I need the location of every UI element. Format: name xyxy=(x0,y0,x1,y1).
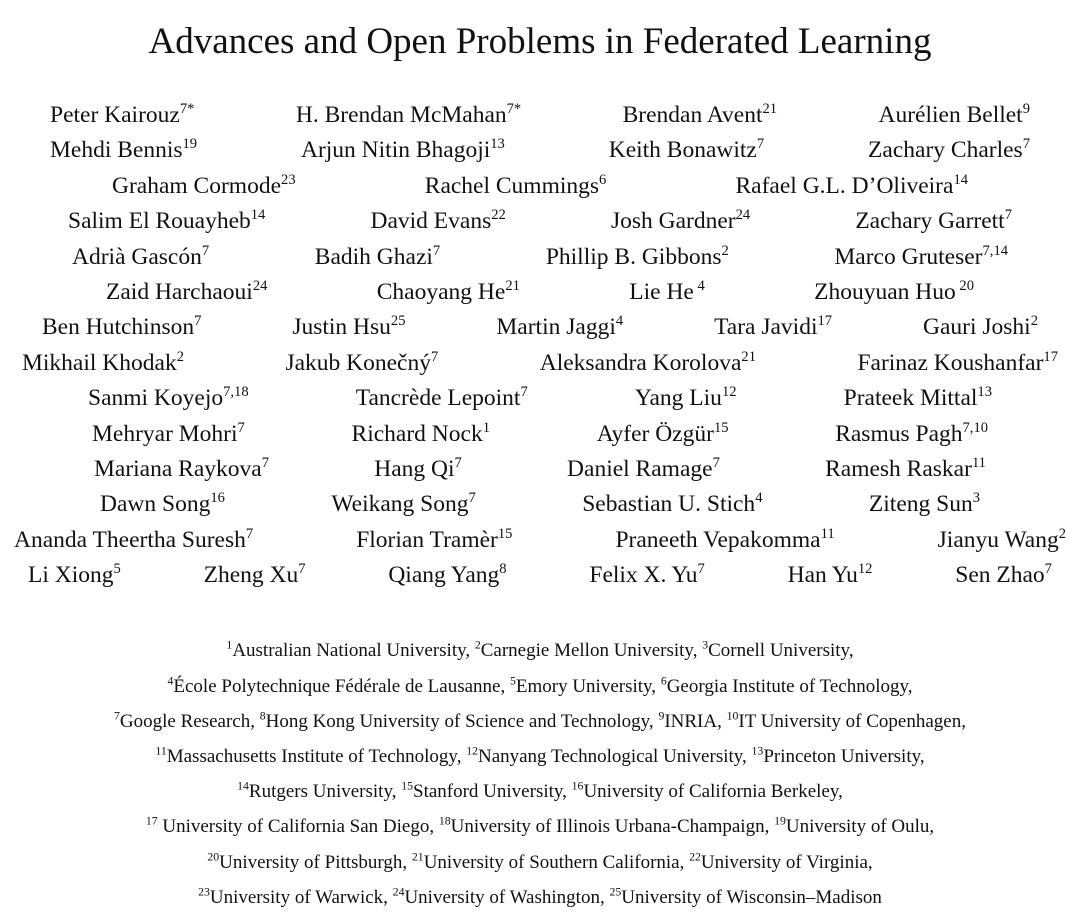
affiliation-number: 19 xyxy=(774,815,786,829)
author-affiliation-marker: 17 xyxy=(817,313,833,330)
affiliation-name: Princeton University, xyxy=(763,746,925,768)
author-name: Justin Hsu xyxy=(292,314,391,341)
author xyxy=(857,346,1058,381)
author xyxy=(589,558,704,593)
affiliation-number: 3 xyxy=(702,639,709,653)
author-name: Sanmi Koyejo xyxy=(88,385,224,412)
author-name: Zachary Charles xyxy=(868,137,1023,164)
affiliation-name: INRIA, xyxy=(664,710,727,732)
author-affiliation-marker: 11 xyxy=(971,454,986,471)
author xyxy=(955,558,1052,593)
author-affiliation-marker: 4 xyxy=(755,490,763,507)
paper-title: Advances and Open Problems in Federated Learning xyxy=(148,21,932,62)
author-affiliation-marker: 15 xyxy=(497,525,513,542)
author xyxy=(50,98,194,133)
author xyxy=(285,346,438,381)
author-name: Ziteng Sun xyxy=(868,491,973,518)
author xyxy=(546,240,729,275)
author-affiliation-marker: 20 xyxy=(955,277,974,294)
author-affiliation-marker: 7 xyxy=(261,454,269,471)
author-affiliation-marker: 15 xyxy=(713,419,729,436)
affiliation-number: 24 xyxy=(392,885,405,899)
author xyxy=(611,204,750,239)
affiliation-number: 16 xyxy=(571,779,584,793)
affiliation-line xyxy=(0,633,1080,668)
author-name: Aleksandra Korolova xyxy=(539,349,742,376)
affiliation-name: Hong Kong University of Science and Technology, xyxy=(265,710,659,732)
author xyxy=(869,487,980,522)
affiliation-name: Australian National University, xyxy=(232,640,475,662)
author-affiliation-marker: 7 xyxy=(756,136,765,153)
author-name: Yang Liu xyxy=(634,385,722,412)
author-affiliation-marker: 7 xyxy=(520,384,528,401)
author-affiliation-marker: 7 xyxy=(431,348,439,365)
author-affiliation-marker: 7 xyxy=(237,419,245,436)
author-name: Dawn Song xyxy=(100,491,211,518)
author-row xyxy=(0,169,1080,204)
author xyxy=(615,523,834,558)
author xyxy=(352,417,490,452)
author-affiliation-marker: 7* xyxy=(179,100,195,117)
author-affiliation-marker: 7,14 xyxy=(982,242,1008,259)
author xyxy=(609,133,764,168)
author-row xyxy=(0,240,1080,275)
author-row xyxy=(0,310,1080,345)
affiliation-name: University of California San Diego, xyxy=(157,816,439,838)
author-affiliation-marker: 2 xyxy=(1058,525,1066,542)
affiliation-name: University of Pittsburgh, xyxy=(219,851,412,873)
author-name: H. Brendan McMahan xyxy=(295,102,507,128)
author xyxy=(94,452,269,487)
author-name: Gauri Joshi xyxy=(923,314,1031,341)
affiliation-name: Georgia Institute of Technology, xyxy=(666,675,913,697)
affiliation-number: 8 xyxy=(259,709,266,723)
author-name: Josh Gardner xyxy=(610,208,736,235)
author xyxy=(112,169,296,204)
affiliation-number: 12 xyxy=(466,744,478,758)
author-affiliation-marker: 24 xyxy=(735,207,751,224)
author-name: Badih Ghazi xyxy=(314,243,433,270)
author-affiliation-marker: 11 xyxy=(820,525,835,542)
author-affiliation-marker: 7 xyxy=(298,561,306,578)
author xyxy=(72,240,209,275)
author xyxy=(204,558,306,593)
author xyxy=(834,240,1008,275)
author-name: Hang Qi xyxy=(374,455,455,482)
affiliation-number: 17 xyxy=(145,815,158,829)
author-name: Mehdi Bennis xyxy=(50,137,183,164)
author-name: Zachary Garrett xyxy=(855,208,1005,235)
author xyxy=(28,558,121,593)
author-affiliation-marker: 6 xyxy=(599,171,607,188)
author-name: Rachel Cummings xyxy=(424,172,600,199)
author-name: Tancrède Lepoint xyxy=(355,385,521,412)
author xyxy=(868,133,1030,168)
affiliation-line xyxy=(0,669,1080,704)
affiliation-name: Massachusetts Institute of Technology, xyxy=(166,746,467,768)
author-row xyxy=(0,346,1080,381)
author xyxy=(879,98,1031,133)
affiliation-number: 13 xyxy=(751,744,764,758)
author xyxy=(388,558,506,593)
author-affiliation-marker: 7 xyxy=(194,313,202,330)
affiliation-line xyxy=(0,845,1080,880)
author-list xyxy=(0,98,1080,593)
author-affiliation-marker: 2 xyxy=(721,242,729,259)
author-affiliation-marker: 7 xyxy=(245,525,254,542)
author-name: Tara Javidi xyxy=(714,314,818,341)
author-name: Graham Cormode xyxy=(112,172,282,199)
author xyxy=(370,204,505,239)
author-name: Prateek Mittal xyxy=(843,385,978,412)
author-affiliation-marker: 22 xyxy=(491,207,506,224)
author-name: Qiang Yang xyxy=(388,562,500,589)
affiliation-number: 15 xyxy=(401,779,413,793)
author-affiliation-marker: 7,18 xyxy=(223,384,249,401)
affiliation-name: Nanyang Technological University, xyxy=(477,746,752,768)
affiliation-number: 6 xyxy=(660,674,667,688)
author-affiliation-marker: 12 xyxy=(721,384,737,401)
author xyxy=(938,523,1066,558)
affiliation-number: 4 xyxy=(167,674,174,688)
author-name: Jakub Konečný xyxy=(285,349,431,376)
author xyxy=(844,381,992,416)
author-name: Farinaz Koushanfar xyxy=(857,349,1044,376)
author xyxy=(100,487,225,522)
author-affiliation-marker: 7 xyxy=(1022,136,1030,153)
author-name: Zhouyuan Huo xyxy=(814,278,956,305)
affiliation-name: Carnegie Mellon University, xyxy=(480,640,703,662)
author xyxy=(496,310,623,345)
author-row xyxy=(0,487,1080,522)
author-affiliation-marker: 2 xyxy=(1030,313,1038,330)
affiliation-number: 10 xyxy=(726,709,739,723)
author-name: Lie He xyxy=(629,278,694,305)
author xyxy=(582,487,762,522)
author-affiliation-marker: 25 xyxy=(390,313,406,330)
author-name: Felix X. Yu xyxy=(589,562,698,589)
author-affiliation-marker: 7 xyxy=(468,490,476,507)
author xyxy=(88,381,249,416)
author xyxy=(835,417,988,452)
author xyxy=(540,346,756,381)
author-name: Keith Bonawitz xyxy=(608,137,757,164)
author-name: Han Yu xyxy=(787,562,858,589)
author-affiliation-marker: 7 xyxy=(1044,561,1052,578)
author-name: Mariana Raykova xyxy=(94,455,262,482)
author-affiliation-marker: 7 xyxy=(454,454,462,471)
author-affiliation-marker: 1 xyxy=(482,419,490,436)
author xyxy=(567,452,720,487)
author-affiliation-marker: 14 xyxy=(953,171,968,188)
affiliation-line xyxy=(0,880,1080,915)
author-row xyxy=(0,381,1080,416)
author-affiliation-marker: 23 xyxy=(281,171,296,188)
author-name: Praneeth Vepakomma xyxy=(615,526,821,553)
author-name: Li Xiong xyxy=(28,562,114,589)
author xyxy=(814,275,974,310)
affiliation-line xyxy=(0,809,1080,844)
author-affiliation-marker: 7,10 xyxy=(962,419,988,436)
author-affiliation-marker: 21 xyxy=(762,100,778,117)
author-name: Sebastian U. Stich xyxy=(582,491,756,518)
author xyxy=(22,346,184,381)
affiliation-line xyxy=(0,704,1080,739)
affiliation-line xyxy=(0,739,1080,774)
author-name: Ben Hutchinson xyxy=(42,314,195,341)
author-row xyxy=(0,558,1080,593)
author xyxy=(825,452,986,487)
author-name: Florian Tramèr xyxy=(356,526,498,553)
author xyxy=(50,133,197,168)
author xyxy=(855,204,1012,239)
author-affiliation-marker: 13 xyxy=(977,384,992,401)
author-name: Salim El Rouayheb xyxy=(68,208,251,235)
affiliation-number: 23 xyxy=(198,885,210,899)
author-name: Aurélien Bellet xyxy=(878,102,1023,128)
affiliation-name: University of Washington, xyxy=(404,886,610,908)
author xyxy=(301,133,505,168)
author xyxy=(425,169,607,204)
author xyxy=(315,240,440,275)
author xyxy=(923,310,1038,345)
author xyxy=(68,204,265,239)
author xyxy=(597,417,729,452)
author-name: Chaoyang He xyxy=(376,278,506,305)
author-affiliation-marker: 7 xyxy=(432,242,441,259)
author xyxy=(714,310,832,345)
affiliation-name: Stanford University, xyxy=(413,781,572,803)
author xyxy=(92,417,245,452)
affiliation-line xyxy=(0,774,1080,809)
author xyxy=(635,381,737,416)
author-name: Brendan Avent xyxy=(622,102,763,128)
affiliation-number: 21 xyxy=(411,850,424,864)
affiliation-number: 1 xyxy=(226,639,233,653)
author-name: Rasmus Pagh xyxy=(835,420,963,447)
affiliation-name: University of Warwick, xyxy=(209,886,393,908)
author-affiliation-marker: 21 xyxy=(505,277,520,294)
affiliation-name: Cornell University, xyxy=(708,640,854,662)
author-affiliation-marker: 7 xyxy=(1004,207,1012,224)
affiliation-name: University of Wisconsin–Madison xyxy=(621,886,882,908)
author-affiliation-marker: 21 xyxy=(741,348,756,365)
affiliation-name: Emory University, xyxy=(515,675,661,697)
affiliation-number: 20 xyxy=(207,850,220,864)
author-name: Ayfer Özgür xyxy=(596,420,714,447)
author-row xyxy=(0,417,1080,452)
author-name: Ananda Theertha Suresh xyxy=(14,526,246,553)
author-name: David Evans xyxy=(370,208,492,235)
author-name: Richard Nock xyxy=(351,420,483,447)
author-name: Rafael G.L. D’Oliveira xyxy=(735,172,954,199)
author-affiliation-marker: 16 xyxy=(210,490,225,507)
author-affiliation-marker: 19 xyxy=(182,136,198,153)
author-affiliation-marker: 7* xyxy=(506,100,522,117)
affiliation-name: University of Southern California, xyxy=(423,851,690,873)
author-row xyxy=(0,133,1080,168)
author-affiliation-marker: 12 xyxy=(857,561,873,578)
author-affiliation-marker: 24 xyxy=(252,277,268,294)
affiliation-name: University of Virginia, xyxy=(700,851,873,873)
author-name: Zaid Harchaoui xyxy=(106,278,253,305)
author xyxy=(106,275,267,310)
author xyxy=(374,452,462,487)
author-affiliation-marker: 7 xyxy=(201,242,210,259)
author-name: Peter Kairouz xyxy=(50,102,180,128)
affiliation-number: 11 xyxy=(155,744,167,758)
author xyxy=(296,98,521,133)
author xyxy=(623,98,777,133)
author-affiliation-marker: 7 xyxy=(712,454,720,471)
author-affiliation-marker: 2 xyxy=(176,348,184,365)
affiliation-number: 9 xyxy=(658,709,665,723)
affiliation-number: 14 xyxy=(237,779,249,793)
affiliation-name: University of California Berkeley, xyxy=(583,781,843,803)
author xyxy=(377,275,520,310)
author-name: Martin Jaggi xyxy=(496,314,616,341)
author xyxy=(356,523,512,558)
author-name: Phillip B. Gibbons xyxy=(545,243,722,270)
author-name: Arjun Nitin Bhagoji xyxy=(300,137,491,164)
author-affiliation-marker: 9 xyxy=(1022,100,1030,117)
author xyxy=(331,487,475,522)
author-name: Jianyu Wang xyxy=(937,526,1059,553)
author-row xyxy=(0,452,1080,487)
author-affiliation-marker: 5 xyxy=(113,561,121,578)
affiliation-number: 22 xyxy=(689,850,701,864)
author-affiliation-marker: 17 xyxy=(1043,348,1058,365)
author-name: Marco Gruteser xyxy=(834,243,983,270)
author-affiliation-marker: 8 xyxy=(499,561,507,578)
author xyxy=(788,558,873,593)
affiliation-number: 5 xyxy=(509,674,516,688)
affiliation-name: University of Oulu, xyxy=(785,816,935,838)
author xyxy=(14,523,253,558)
author-name: Weikang Song xyxy=(331,491,469,518)
affiliation-name: University of Illinois Urbana-Champaign, xyxy=(450,816,775,838)
author xyxy=(292,310,405,345)
author-row xyxy=(0,523,1080,558)
author xyxy=(736,169,969,204)
author-name: Ramesh Raskar xyxy=(825,455,972,482)
author-name: Mehryar Mohri xyxy=(92,420,238,447)
affiliation-name: École Polytechnique Fédérale de Lausanne, xyxy=(173,675,510,697)
author xyxy=(356,381,528,416)
author-affiliation-marker: 4 xyxy=(615,313,624,330)
affiliation-number: 2 xyxy=(474,639,481,653)
author-affiliation-marker: 13 xyxy=(490,136,505,153)
author-row xyxy=(0,275,1080,310)
affiliation-name: IT University of Copenhagen, xyxy=(738,710,966,732)
affiliation-number: 18 xyxy=(438,815,451,829)
author-row xyxy=(0,98,1080,133)
affiliation-number: 7 xyxy=(114,709,120,723)
affiliation-number: 25 xyxy=(609,885,622,899)
author-affiliation-marker: 4 xyxy=(693,277,705,294)
author-name: Mikhail Khodak xyxy=(22,349,177,376)
author-name: Adrià Gascón xyxy=(72,243,202,270)
author-name: Zheng Xu xyxy=(203,562,299,589)
author-affiliation-marker: 3 xyxy=(972,490,980,507)
author-name: Daniel Ramage xyxy=(567,455,713,482)
author-affiliation-marker: 7 xyxy=(697,561,705,578)
author xyxy=(629,275,705,310)
author-affiliation-marker: 14 xyxy=(250,207,266,224)
affiliation-name: Rutgers University, xyxy=(248,781,402,803)
affiliation-list xyxy=(0,633,1080,915)
author-name: Sen Zhao xyxy=(955,562,1045,589)
author xyxy=(42,310,201,345)
affiliation-name: Google Research, xyxy=(119,710,260,732)
author-row xyxy=(0,204,1080,239)
